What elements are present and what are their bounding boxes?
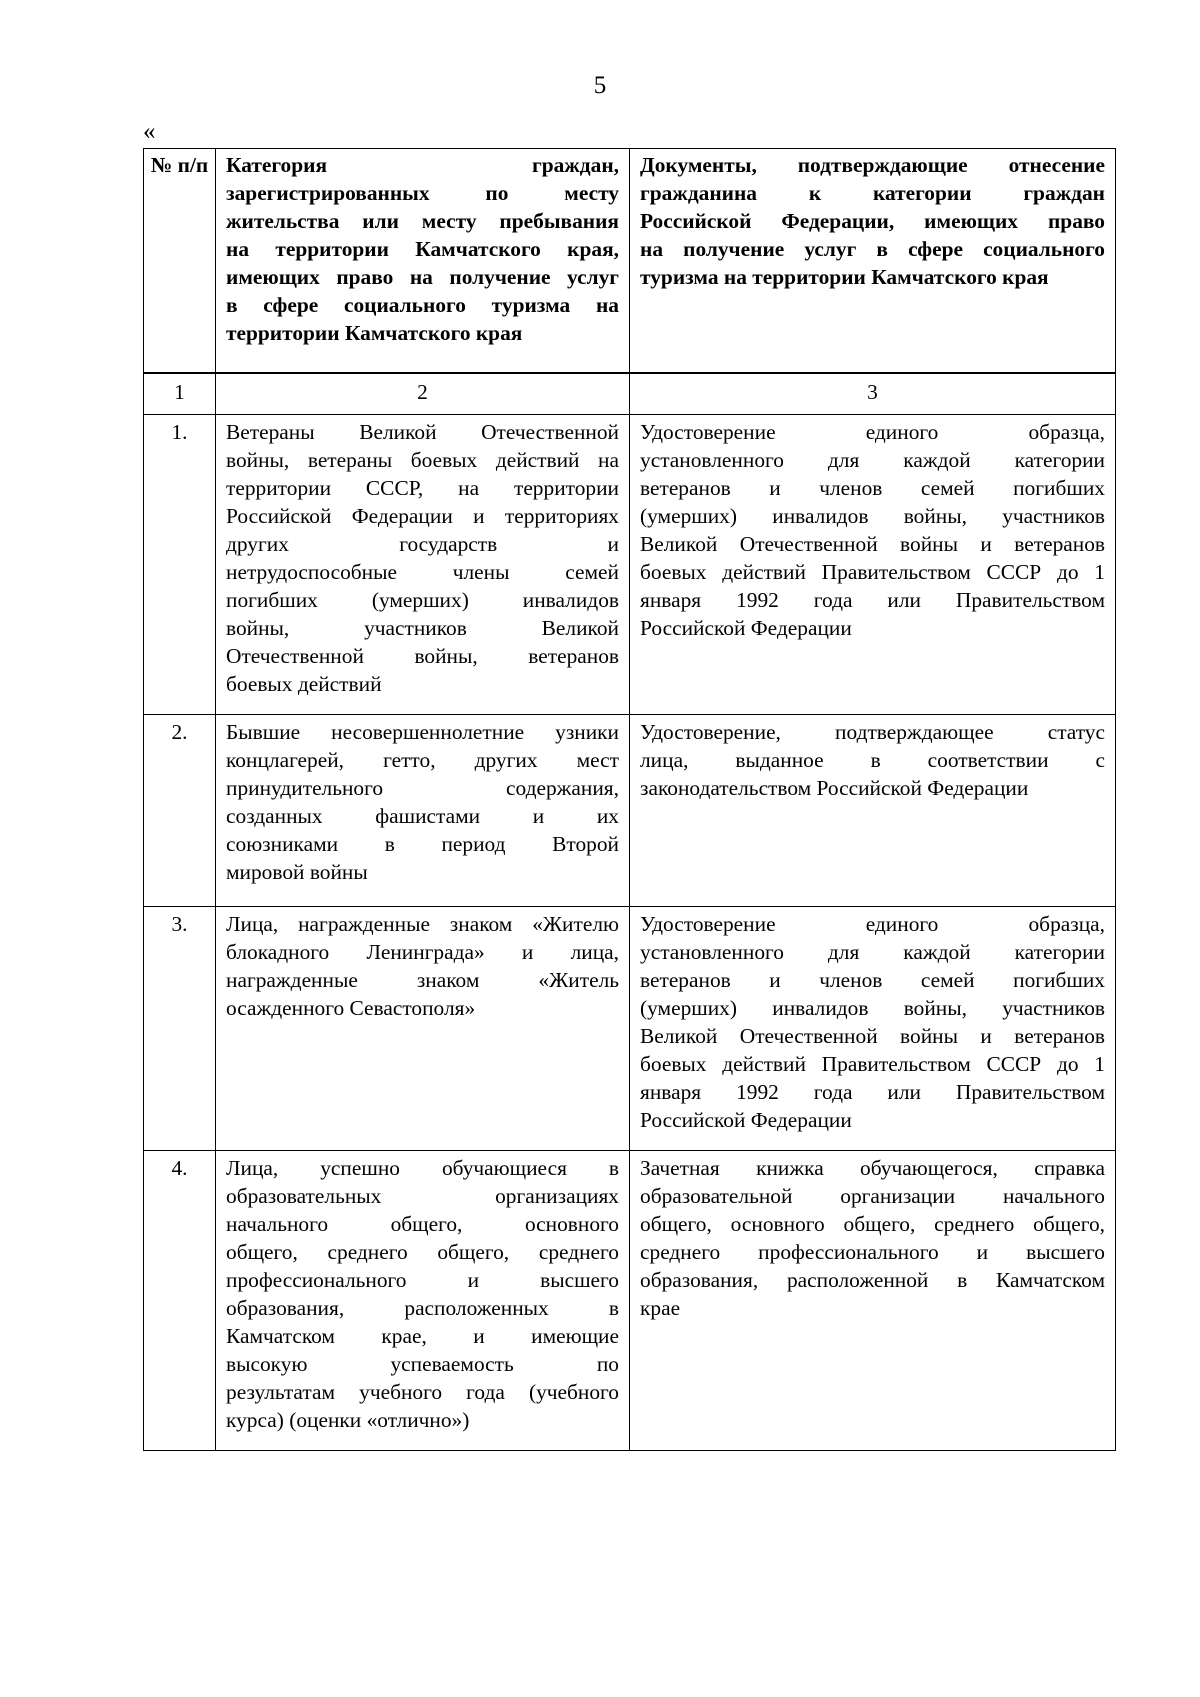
text-line: в сфере социального туризма на — [226, 293, 619, 317]
row-documents-cell — [630, 1151, 1116, 1451]
text-line: общего, среднего общего, среднего — [226, 1240, 619, 1264]
row-number: 3. — [144, 907, 216, 1151]
text-line: общего, основного общего, среднего общего, — [640, 1212, 1105, 1236]
text-line: Удостоверение единого образца, — [640, 912, 1105, 936]
text-line: образовательной организации начального — [640, 1184, 1105, 1208]
header-documents-column — [630, 149, 1116, 374]
text-line: января 1992 года или Правительством — [640, 588, 1105, 612]
header-category-column — [216, 149, 630, 374]
text-line: результатам учебного года (учебного — [226, 1380, 619, 1404]
text-line: имеющих право на получение услуг — [226, 265, 619, 289]
row-documents-cell — [630, 907, 1116, 1151]
text-line: боевых действий Правительством СССР до 1 — [640, 1052, 1105, 1076]
row-number: 2. — [144, 715, 216, 907]
table-row — [144, 1151, 1116, 1451]
text-line: Удостоверение, подтверждающее статус — [640, 720, 1105, 744]
text-line: Зачетная книжка обучающегося, справка — [640, 1156, 1105, 1180]
text-line: погибших (умерших) инвалидов — [226, 588, 619, 612]
text-line: концлагерей, гетто, других мест — [226, 748, 619, 772]
text-line: Великой Отечественной войны и ветеранов — [640, 532, 1105, 556]
text-line: мировой войны — [226, 860, 368, 884]
opening-quote-mark: « — [143, 118, 156, 145]
text-line: блокадного Ленинграда» и лица, — [226, 940, 619, 964]
text-line: Великой Отечественной войны и ветеранов — [640, 1024, 1105, 1048]
text-line: других государств и — [226, 532, 619, 556]
text-line: Ветераны Великой Отечественной — [226, 420, 619, 444]
text-line: среднего профессионального и высшего — [640, 1240, 1105, 1264]
text-line: установленного для каждой категории — [640, 940, 1105, 964]
text-line: образования, расположенных в — [226, 1296, 619, 1320]
text-line: на территории Камчатского края, — [226, 237, 619, 261]
table-row — [144, 415, 1116, 715]
text-line: осажденного Севастополя» — [226, 996, 476, 1020]
text-line: зарегистрированных по месту — [226, 181, 619, 205]
text-line: (умерших) инвалидов войны, участников — [640, 996, 1105, 1020]
page-number: 5 — [593, 72, 607, 99]
text-line: туризма на территории Камчатского края — [640, 265, 1049, 289]
text-line: Документы, подтверждающие отнесение — [640, 153, 1105, 177]
row-documents-cell — [630, 415, 1116, 715]
text-line: образовательных организациях — [226, 1184, 619, 1208]
row-category-cell — [216, 415, 630, 715]
text-line: лица, выданное в соответствии с — [640, 748, 1105, 772]
row-number: 4. — [144, 1151, 216, 1451]
text-line: Российской Федерации — [640, 616, 852, 640]
column-index-row — [144, 373, 1116, 415]
text-line: (умерших) инвалидов войны, участников — [640, 504, 1105, 528]
text-line: гражданина к категории граждан — [640, 181, 1105, 205]
text-line: Категория граждан, — [226, 153, 619, 177]
text-line: Российской Федерации и территориях — [226, 504, 619, 528]
text-line: ветеранов и членов семей погибших — [640, 476, 1105, 500]
text-line: территории Камчатского края — [226, 321, 523, 345]
text-line: законодательством Российской Федерации — [640, 776, 1029, 800]
text-line: боевых действий — [226, 672, 382, 696]
text-line: Лица, награжденные знаком «Жителю — [226, 912, 619, 936]
text-line: крае — [640, 1296, 681, 1320]
text-line: высокую успеваемость по — [226, 1352, 619, 1376]
row-category-cell — [216, 1151, 630, 1451]
header-number-column: № п/п — [144, 149, 216, 374]
text-line: войны, участников Великой — [226, 616, 619, 640]
text-line: профессионального и высшего — [226, 1268, 619, 1292]
row-category-cell — [216, 715, 630, 907]
row-documents-cell — [630, 715, 1116, 907]
text-line: Камчатском крае, и имеющие — [226, 1324, 619, 1348]
column-index: 3 — [630, 373, 1116, 415]
column-index: 2 — [216, 373, 630, 415]
text-line: начального общего, основного — [226, 1212, 619, 1236]
text-line: Отечественной войны, ветеранов — [226, 644, 619, 668]
text-line: на получение услуг в сфере социального — [640, 237, 1105, 261]
text-line: жительства или месту пребывания — [226, 209, 619, 233]
table-row — [144, 907, 1116, 1151]
text-line: территории СССР, на территории — [226, 476, 619, 500]
text-line: Российской Федерации — [640, 1108, 852, 1132]
row-category-cell — [216, 907, 630, 1151]
text-line: Бывшие несовершеннолетние узники — [226, 720, 619, 744]
text-line: Лица, успешно обучающиеся в — [226, 1156, 619, 1180]
text-line: установленного для каждой категории — [640, 448, 1105, 472]
table-header-row — [144, 149, 1116, 374]
text-line: созданных фашистами и их — [226, 804, 619, 828]
text-line: нетрудоспособные члены семей — [226, 560, 619, 584]
row-number: 1. — [144, 415, 216, 715]
table-row — [144, 715, 1116, 907]
column-index: 1 — [144, 373, 216, 415]
text-line: образования, расположенной в Камчатском — [640, 1268, 1105, 1292]
text-line: Удостоверение единого образца, — [640, 420, 1105, 444]
categories-table — [143, 148, 1116, 1451]
text-line: курса) (оценки «отлично») — [226, 1408, 470, 1432]
text-line: принудительного содержания, — [226, 776, 619, 800]
text-line: боевых действий Правительством СССР до 1 — [640, 560, 1105, 584]
text-line: Российской Федерации, имеющих право — [640, 209, 1105, 233]
text-line: ветеранов и членов семей погибших — [640, 968, 1105, 992]
text-line: союзниками в период Второй — [226, 832, 619, 856]
text-line: награжденные знаком «Житель — [226, 968, 619, 992]
text-line: войны, ветераны боевых действий на — [226, 448, 619, 472]
text-line: января 1992 года или Правительством — [640, 1080, 1105, 1104]
